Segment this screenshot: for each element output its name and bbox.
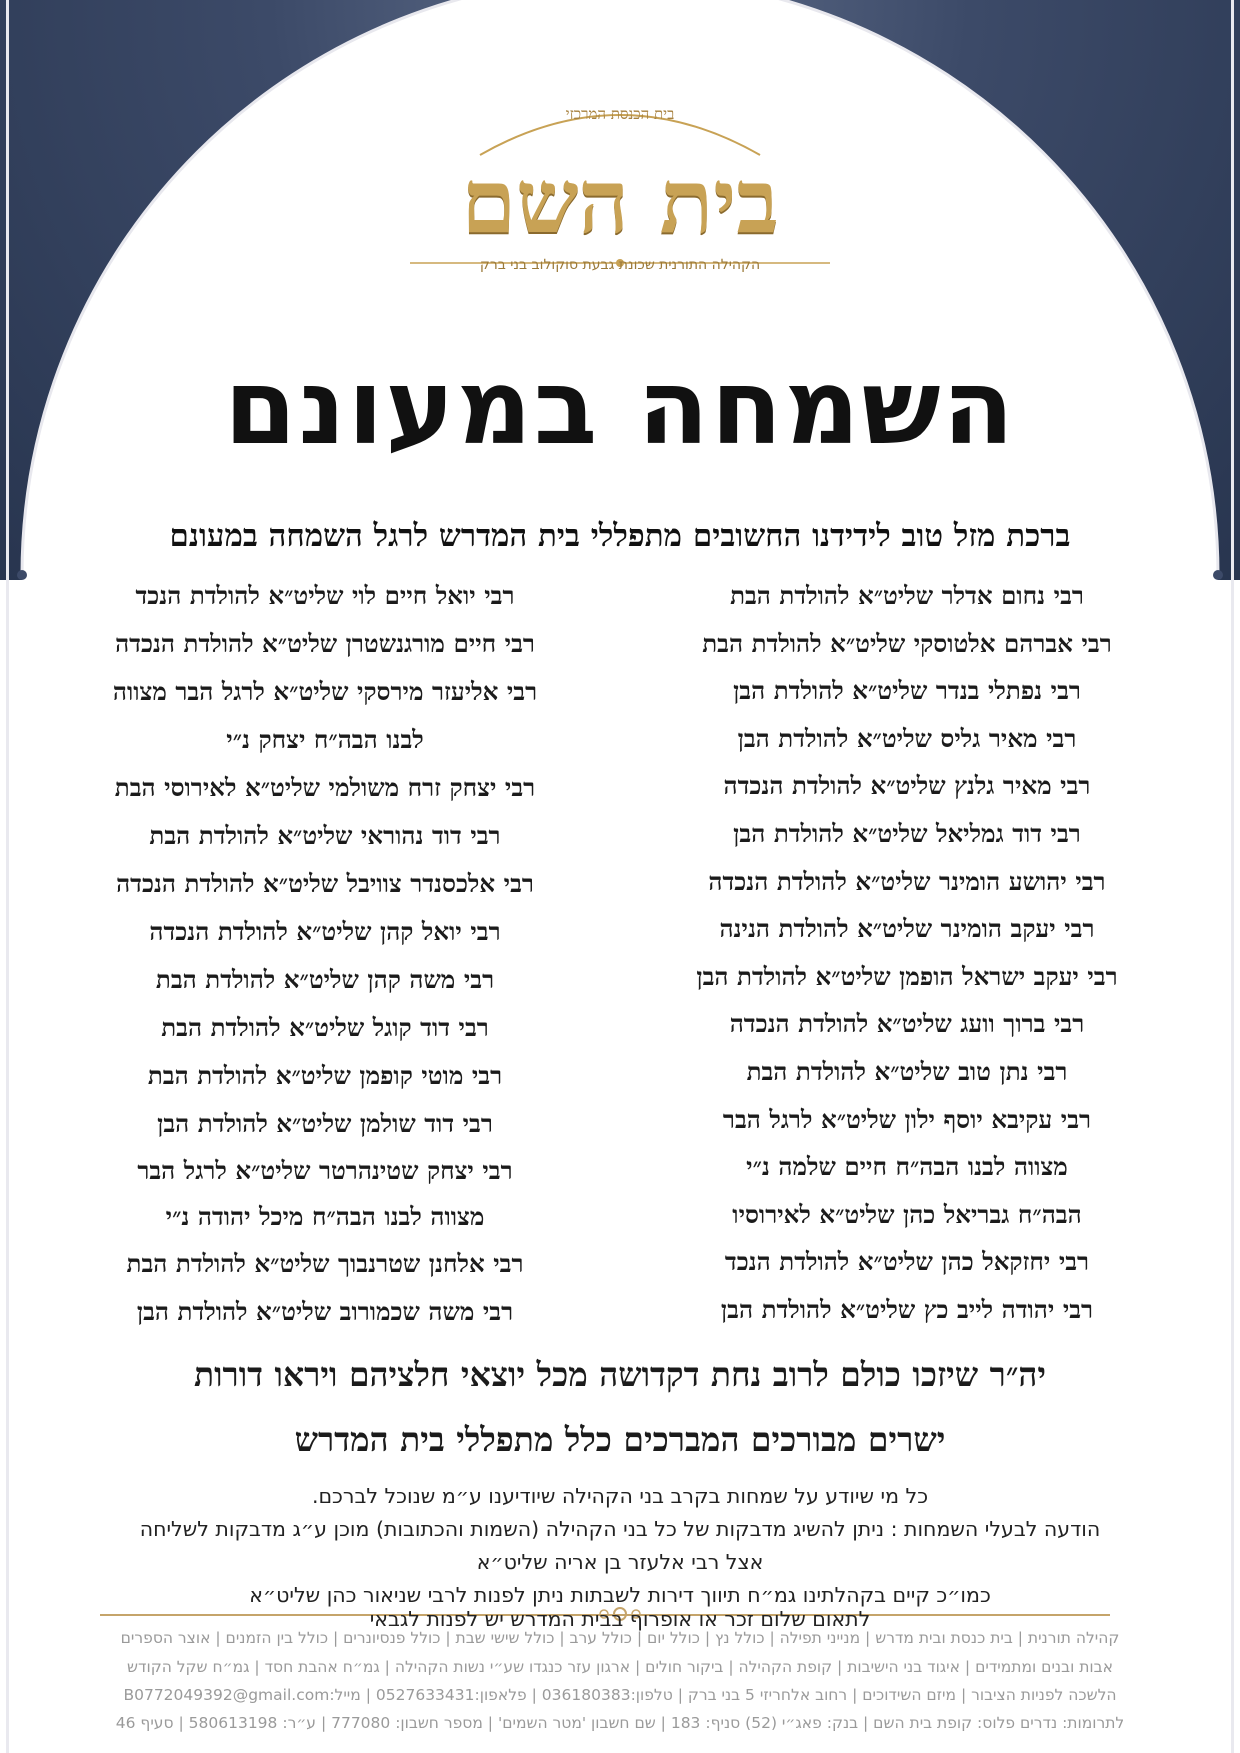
notice-line-3: אצל רבי אלעזר בן אריה שליט״א	[476, 1550, 764, 1574]
right-column-list	[622, 572, 1192, 1334]
frame-left-line	[6, 0, 9, 1753]
list-item: רבי יהושע הומינר שליט״א להולדת הנכדה	[708, 866, 1106, 896]
list-item: רבי חיים מורגנשטרן שליט״א להולדת הנכדה	[115, 629, 535, 658]
blessing-line-1: יה״ר שיזכו כולם לרוב נחת דקדושה מכל יוצאי חלציהם ויראו דורות	[193, 1355, 1047, 1394]
arch-right-dot	[1213, 570, 1223, 580]
logo-bottom-text: הקהילה התורנית שכונת גבעת סוקולוב בני ברק	[479, 257, 761, 273]
list-item: הבה״ח גבריאל כהן שליט״א לאירוסיו	[732, 1199, 1082, 1229]
list-item: רבי מאיר גלנץ שליט״א להולדת הנכדה	[723, 771, 1091, 801]
list-item: רבי אלכסנדר צוויבל שליט״א להולדת הנכדה	[116, 869, 534, 898]
list-item: רבי עקיבא יוסף ילון שליט״א לרגל הבר	[722, 1104, 1092, 1134]
list-item: רבי דוד נהוראי שליט״א להולדת הבת	[149, 821, 501, 850]
list-item: מצווה לבנו הבה״ח חיים שלמה נ״י	[746, 1152, 1068, 1182]
list-item: רבי ברוך וועג שליט״א להולדת הנכדה	[729, 1009, 1085, 1039]
list-item: רבי משה קהן שליט״א להולדת הבת	[155, 965, 495, 994]
list-item: רבי נתן טוב שליט״א להולדת הבת	[746, 1056, 1068, 1086]
subtitle: ברכת מזל טוב לידידנו החשובים מתפללי בית המדרש לרגל השמחה במעונם	[169, 518, 1071, 554]
list-item: רבי אברהם אלטוסקי שליט״א להולדת הבת	[702, 628, 1112, 658]
list-item: רבי נפתלי בנדר שליט״א להולדת הבן	[733, 676, 1081, 706]
footer-services-line-1: קהילה תורנית | בית כנסת ובית מדרש | מנייני תפילה | כולל נץ | כולל יום | כולל ערב | כולל שישי שבת | כולל פנסיונרים | כולל בין הזמנים | אוצר הספרים	[120, 1629, 1120, 1647]
list-item: רבי מוטי קופמן שליט״א להולדת הבת	[147, 1061, 503, 1090]
list-item: רבי יחזקאל כהן שליט״א להולדת הנכד	[724, 1247, 1090, 1277]
left-column-list	[40, 572, 610, 1336]
list-item: רבי דוד שולמן שליט״א להולדת הבן	[157, 1109, 493, 1138]
list-item: רבי יעקב הומינר שליט״א להולדת הנינה	[719, 914, 1095, 944]
list-item: רבי משה שכמורוב שליט״א להולדת הבן	[136, 1297, 514, 1326]
logo-main-text: בית השם	[461, 149, 779, 253]
notice-line-4: כמו״כ קיים בקהלתינו גמ״ח תיווך דירות לשבתות ניתן לפנות לרבי שניאור כהן שליט״א	[249, 1583, 991, 1607]
list-item: רבי אלחנן שטרנבוך שליט״א להולדת הבת	[126, 1249, 524, 1278]
notice-line-5: לתאום שלום זכר או אופרוף בבית המדרש יש לפנות לגבאי	[369, 1607, 871, 1631]
blessing-line-2: ישרים מבורכים המברכים כלל מתפללי בית המדרש	[294, 1420, 946, 1459]
page-title: השמחה במעונם	[224, 346, 1016, 468]
list-item: רבי דוד קוגל שליט״א להולדת הבת	[161, 1013, 489, 1042]
list-item: לבנו הבה״ח יצחק נ״י	[226, 725, 424, 754]
list-item: רבי יצחק שטינהרטר שליט״א לרגל הבר	[137, 1156, 513, 1185]
footer-contact-line: הלשכה לפניות הציבור | מיזם השידוכים | רחוב אלחריזי 5 בני ברק | טלפון:036180383 | פלאפון:0527633431 | מייל:B0772049392@gmail.com	[123, 1686, 1117, 1704]
logo-top-text: בית הכנסת המרכזי	[565, 105, 675, 123]
list-item: מצווה לבנו הבה״ח מיכל יהודה נ״י	[165, 1202, 485, 1231]
list-item: רבי יואל קהן שליט״א להולדת הנכדה	[149, 917, 501, 946]
list-item: רבי יואל חיים לוי שליט״א להולדת הנכד	[135, 581, 515, 610]
frame-right-line	[1231, 0, 1234, 1753]
footer-services-line-2: אבות ובנים ומתמידים | איגוד בני הישיבות | קופת הקהילה | ביקור חולים | ארגון עזר כנגדו שע״י נשות הקהילה | גמ״ח אהבת חסד | גמ״ח שקל הקודש	[127, 1658, 1113, 1676]
footer-donations-line: לתרומות: נדרים פלוס: קופת בית השם | בנק: פאג״י (52) סניף: 183 | שם חשבון 'מטר השמים' | מספר חשבון: 777080 | ע״ר: 580613198 | סעיף 46	[115, 1714, 1125, 1732]
list-item: רבי נחום אדלר שליט״א להולדת הבת	[730, 581, 1084, 610]
list-item: רבי אליעזר מירסקי שליט״א לרגל הבר מצווה	[112, 677, 538, 706]
list-item: רבי יהודה לייב כץ שליט״א להולדת הבן	[720, 1294, 1094, 1324]
arch-left-dot	[17, 570, 27, 580]
notice-line-2: הודעה לבעלי השמחות : ניתן להשיג מדבקות של כל בני הקהילה (השמות והכתובות) מוכן ע״ג מדבקות לשליחה	[139, 1517, 1101, 1541]
notice-line-1: כל מי שיודע על שמחות בקרב בני הקהילה שיודיענו ע״מ שנוכל לברכם.	[311, 1484, 929, 1508]
list-item: רבי דוד גמליאל שליט״א להולדת הבן	[733, 818, 1081, 848]
list-item: רבי יעקב ישראל הופמן שליט״א להולדת הבן	[696, 961, 1118, 991]
list-item: רבי מאיר גליס שליט״א להולדת הבן	[737, 723, 1077, 753]
list-item: רבי יצחק זרח משולמי שליט״א לאירוסי הבת	[114, 773, 536, 802]
logo	[400, 95, 840, 285]
